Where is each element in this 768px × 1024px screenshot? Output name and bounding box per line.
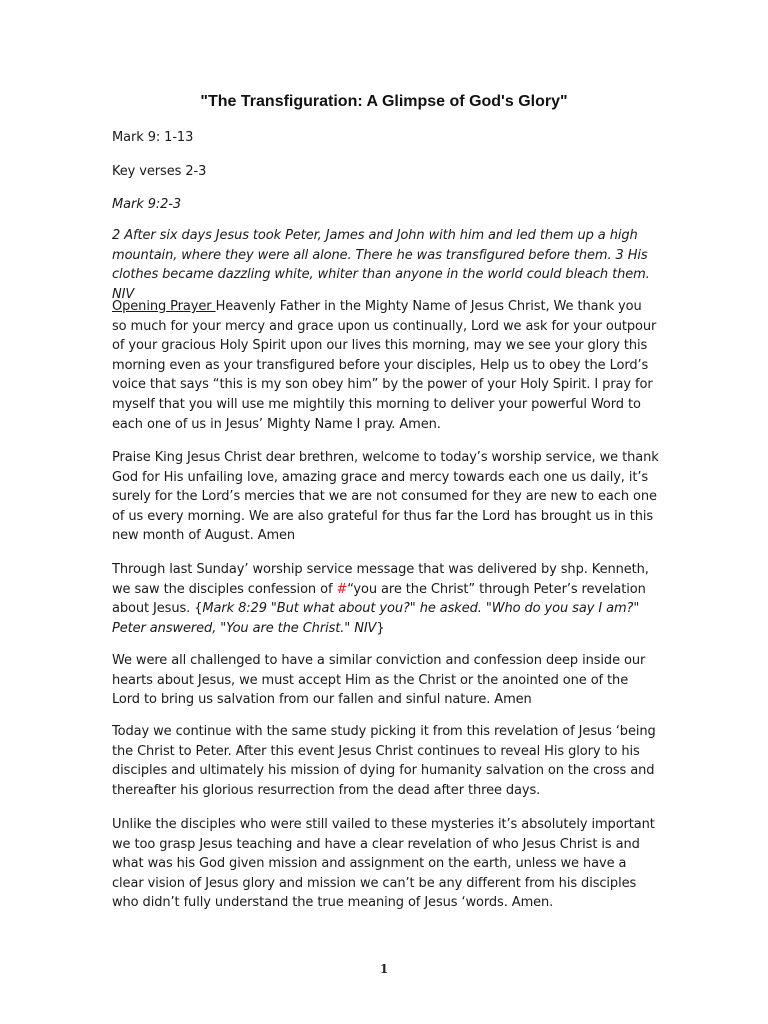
last-sunday-paragraph	[112, 560, 660, 638]
opening-prayer-paragraph	[112, 297, 660, 434]
page-number: 1	[379, 962, 389, 976]
challenged-paragraph: We were all challenged to have a similar conviction and confession deep inside our hearts about Jesus, we must accept Him as the Christ or the anointed one of the Lord to bring us salvation from our fallen and sinful nature. Amen	[112, 653, 646, 708]
today-paragraph: Today we continue with the same study picking it from this revelation of Jesus ‘being the Christ to Peter. After this event Jesus Christ continues to reveal His glory to his disciples and ultimately his mission of dying for humanity salvation on the cross and thereafter his glorious resurrection from the dead after three days.	[112, 724, 656, 798]
key-verses: Key verses 2-3	[112, 164, 207, 179]
hash-mark: #	[336, 581, 348, 597]
last-sunday-scripture: Mark 8:29 "But what about you?" he asked. "Who do you say I am?" Peter answered, "You are the Christ." NIV	[112, 601, 640, 636]
opening-prayer-text: Heavenly Father in the Mighty Name of Jesus Christ, We thank you so much for your mercy and grace upon us continually, Lord we ask for your outpour of your gracious Holy Spirit upon our lives this morning, may we see your glory this morning even as your transfigured before your disciples, Help us to obey the Lord’s voice that says “this is my son obey him” by the power of your Holy Spirit. I pray for myself that you will use me mightily this morning to deliver your powerful Word to each one of us in Jesus’ Mighty Name I pray. Amen.	[112, 299, 657, 432]
last-sunday-text-b: “you are the Christ” through Peter’s revelation about Jesus. {	[112, 581, 646, 617]
last-sunday-text-a: Through last Sunday’ worship service message that was delivered by shp. Kenneth, we saw the disciples confession of	[112, 562, 649, 597]
scripture-passage-reference: Mark 9:2-3	[112, 197, 182, 212]
scripture-passage-text: 2 After six days Jesus took Peter, James and John with him and led them up a high mountain, where they were all alone. There he was transfigured before them. 3 His clothes became dazzling white, whiter than anyone in the world could bleach them. NIV	[112, 228, 650, 302]
opening-prayer-label: Opening Prayer	[112, 299, 216, 314]
welcome-paragraph: Praise King Jesus Christ dear brethren, welcome to today’s worship service, we thank God for His unfailing love, amazing grace and mercy towards each one us daily, it’s surely for the Lord’s mercies that we are not consumed for they are new to each one of us every morning. We are also grateful for thus far the Lord has brought us in this new month of August. Amen	[112, 450, 659, 544]
last-sunday-text-c: }	[376, 620, 385, 636]
document-title: "The Transfiguration: A Glimpse of God's Glory"	[200, 93, 568, 110]
scripture-reference: Mark 9: 1-13	[112, 130, 194, 145]
unlike-paragraph: Unlike the disciples who were still vailed to these mysteries it’s absolutely important we too grasp Jesus teaching and have a clear revelation of who Jesus Christ is and what was his God given mission and assignment on the earth, unless we have a clear vision of Jesus glory and mission we can’t be any different from his disciples who didn’t fully understand the true meaning of Jesus ‘words. Amen.	[112, 817, 655, 911]
